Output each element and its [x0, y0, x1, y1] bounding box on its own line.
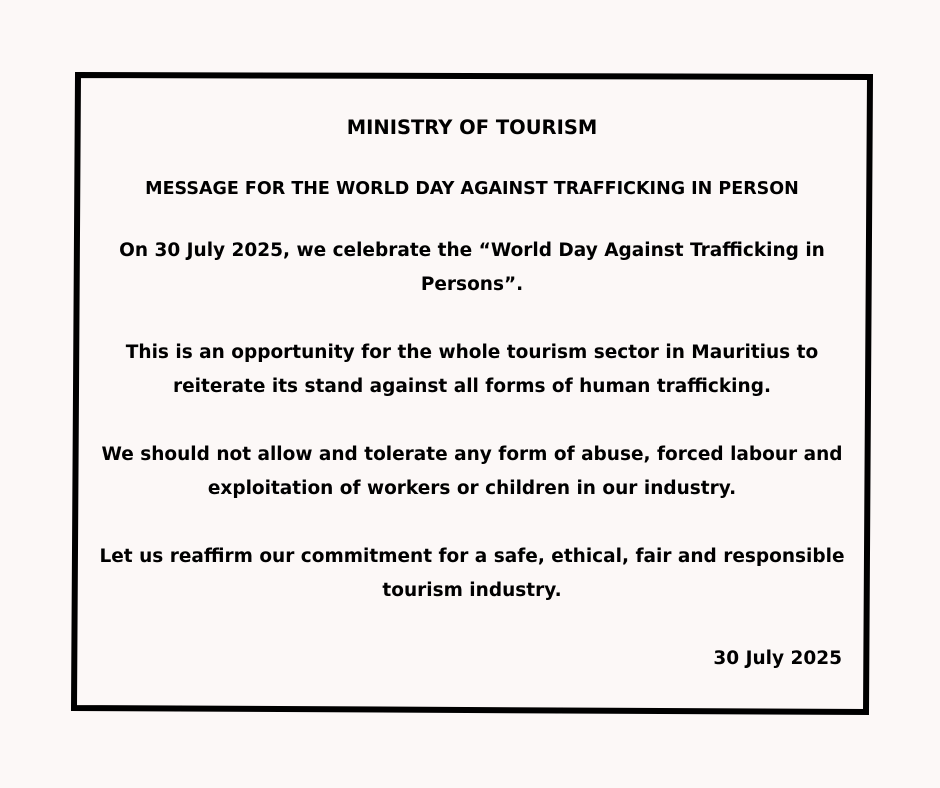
paragraph-commitment: Let us reaffirm our commitment for a safe, ethical, fair and responsible tourism industry.: [99, 546, 845, 601]
notice-content: [90, 112, 854, 692]
paragraph-opportunity: This is an opportunity for the whole tourism sector in Mauritius to reiterate its stand against all forms of human trafficking.: [125, 342, 819, 397]
message-heading: MESSAGE FOR THE WORLD DAY AGAINST TRAFFICKING IN PERSON: [145, 179, 799, 199]
paragraph-world-day: On 30 July 2025, we celebrate the “World Day Against Trafficking in Persons”.: [119, 240, 825, 295]
notice-date: 30 July 2025: [713, 648, 842, 669]
organization-title: MINISTRY OF TOURISM: [346, 116, 598, 139]
paragraph-no-tolerance: We should not allow and tolerate any form of abuse, forced labour and exploitation of workers or children in our industry.: [101, 444, 843, 499]
